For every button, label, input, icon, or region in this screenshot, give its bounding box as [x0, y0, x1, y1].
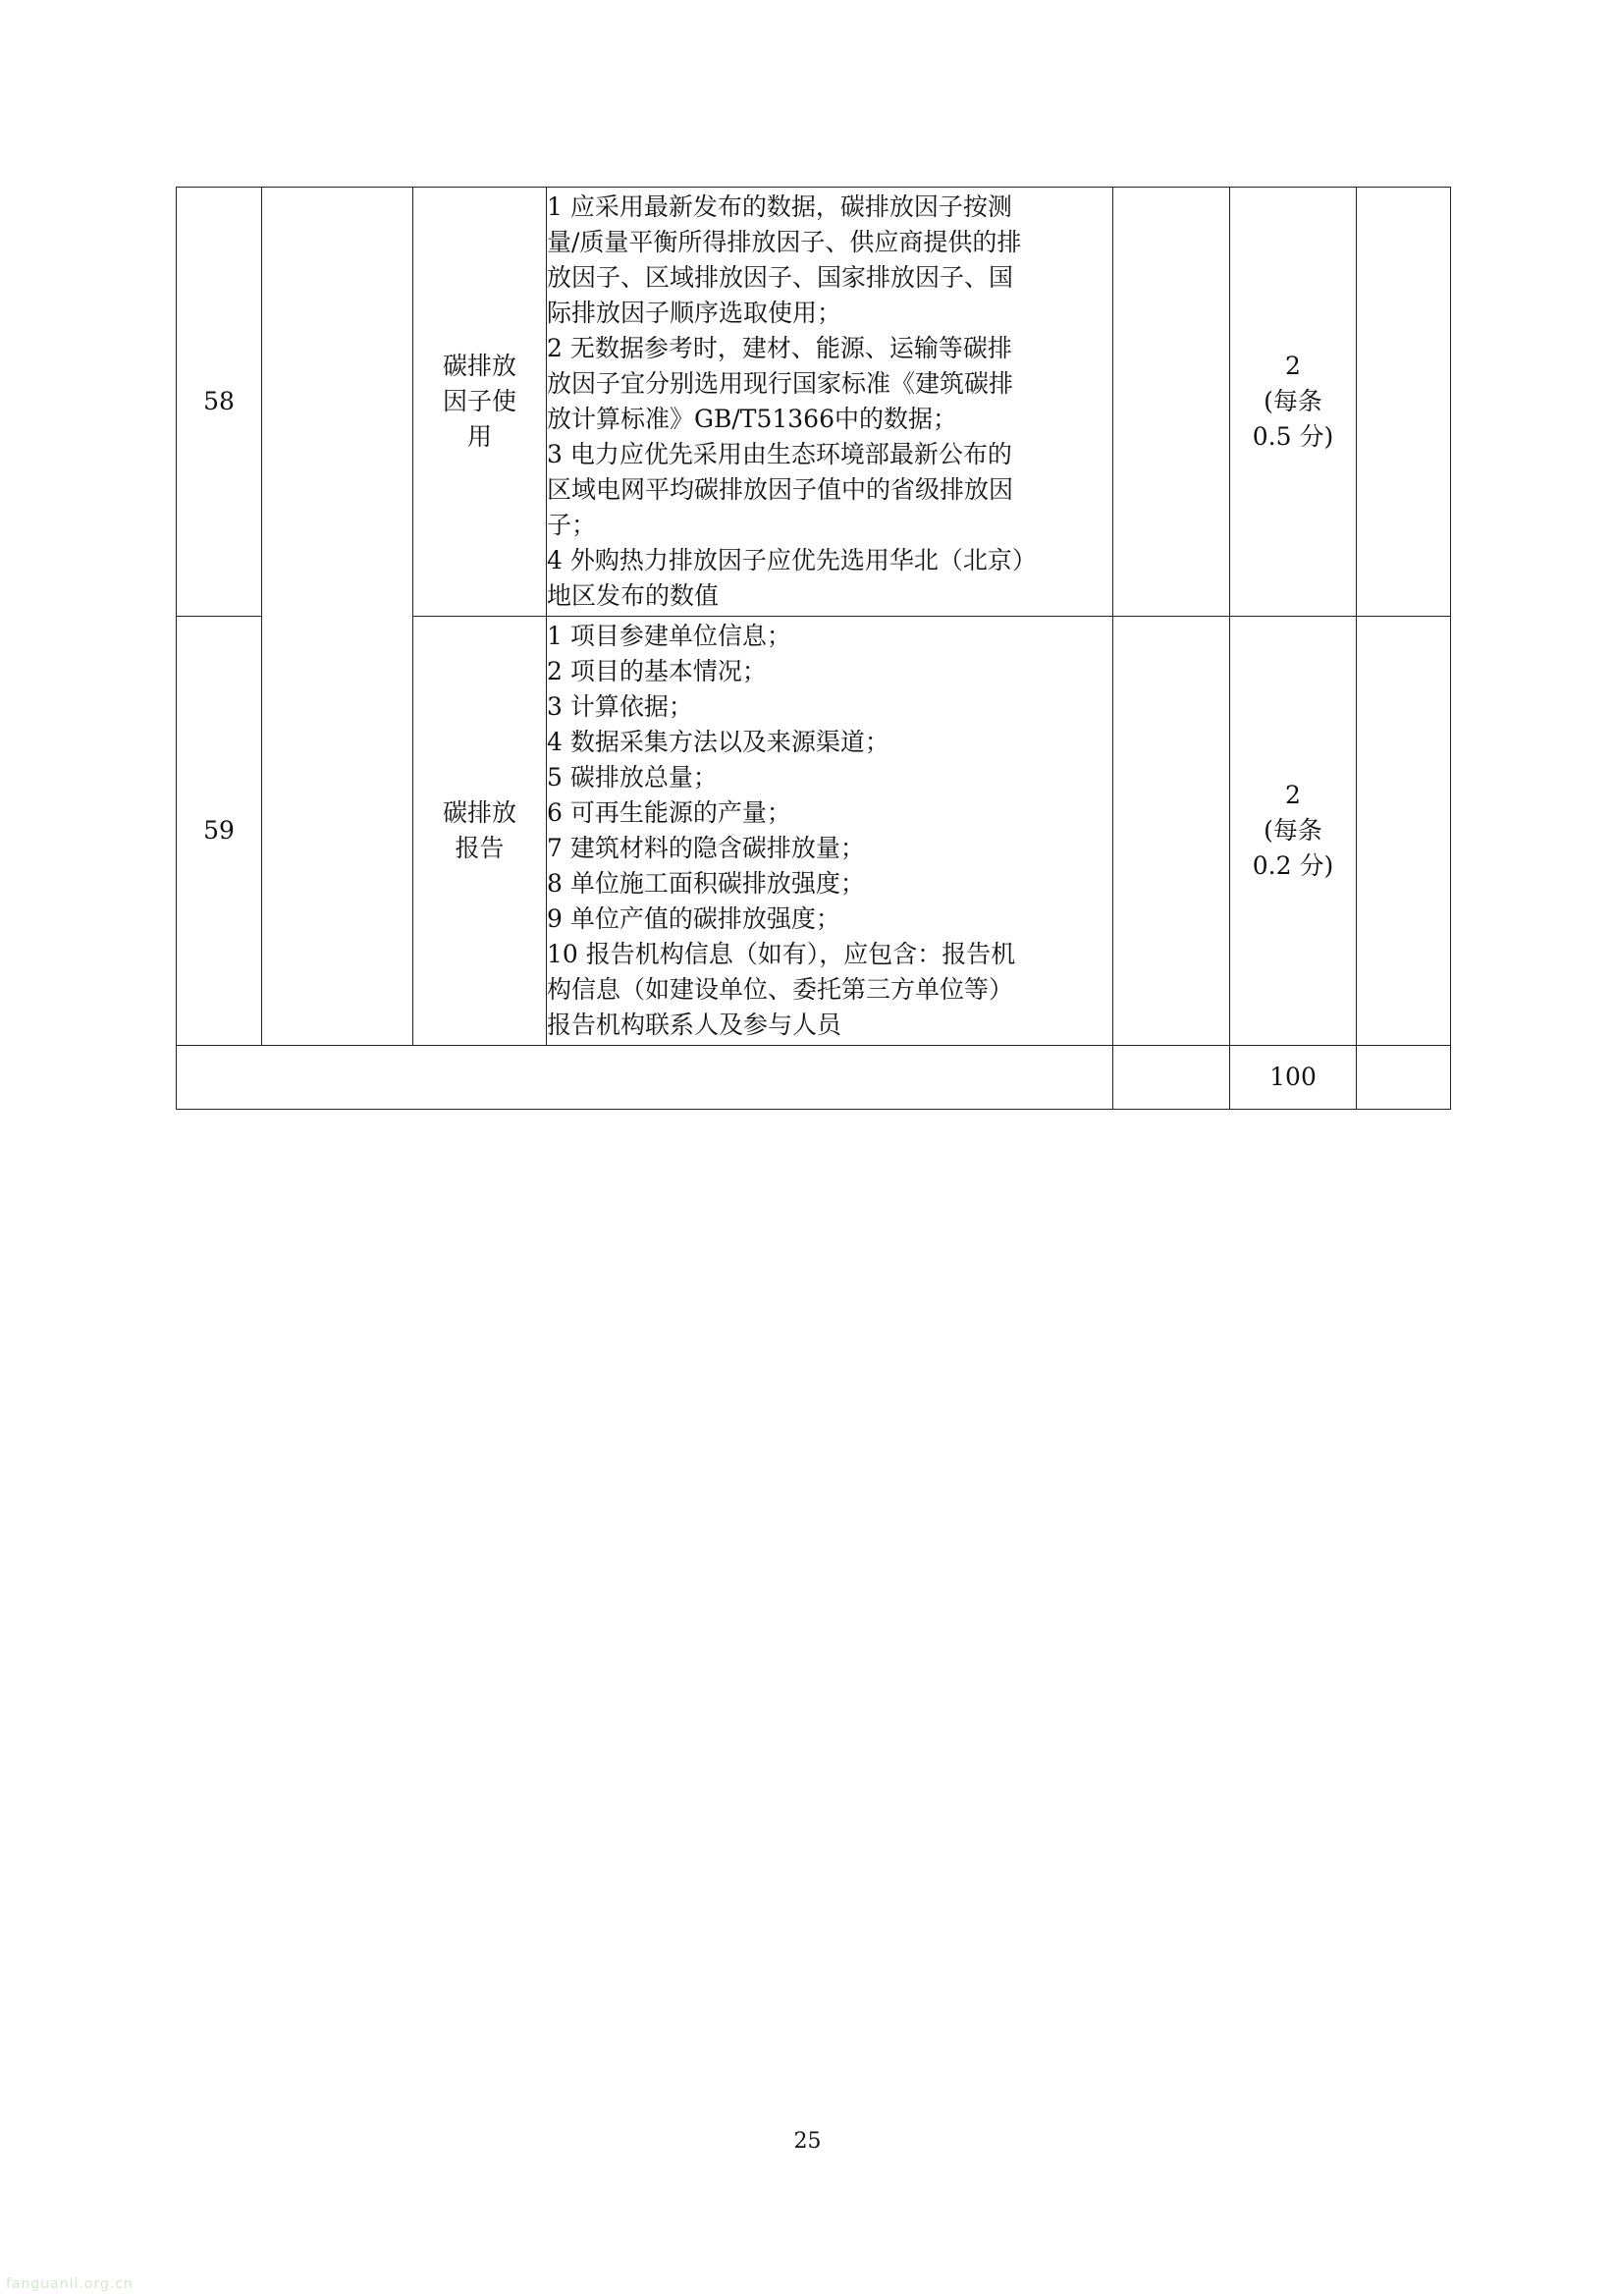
- score-note-line: 0.2 分): [1252, 851, 1334, 880]
- requirement-line: 4 外购热力排放因子应优先选用华北（北京）: [547, 546, 1037, 574]
- requirement-line: 量/质量平衡所得排放因子、供应商提供的排: [547, 228, 1022, 256]
- requirement-line: 3 计算依据；: [547, 692, 693, 721]
- requirement-line: 2 无数据参考时，建材、能源、运输等碳排: [547, 334, 1012, 362]
- requirement-line: 报告机构联系人及参与人员: [547, 1011, 842, 1039]
- empty-cell: [1357, 188, 1451, 617]
- requirement-line: 放因子宜分别选用现行国家标准《建筑碳排: [547, 369, 1014, 398]
- row-number: 58: [203, 387, 235, 415]
- empty-cell: [1113, 617, 1230, 1046]
- item-name-line: 碳排放: [442, 798, 516, 827]
- total-label-cell: [177, 1046, 1113, 1110]
- requirement-line: 9 单位产值的碳排放强度；: [547, 904, 840, 933]
- item-name-line: 因子使: [442, 387, 516, 415]
- score-note-line: (每条: [1264, 387, 1322, 415]
- requirement-line: 3 电力应优先采用由生态环境部最新公布的: [547, 440, 1012, 468]
- requirement-line: 放因子、区域排放因子、国家排放因子、国: [547, 263, 1014, 292]
- score-cell: [1230, 617, 1357, 1046]
- score-value: 2: [1285, 781, 1301, 809]
- requirement-line: 6 可再生能源的产量；: [547, 798, 791, 827]
- requirement-line: 子；: [547, 511, 597, 539]
- table-total-row: [177, 1046, 1451, 1110]
- row-number-cell: [177, 617, 262, 1046]
- item-name-line: 报告: [455, 834, 505, 862]
- total-score: 100: [1269, 1063, 1317, 1091]
- score-cell: [1230, 188, 1357, 617]
- requirement-line: 1 项目参建单位信息；: [547, 622, 791, 650]
- table-row-58: [177, 188, 1451, 617]
- requirement-content-cell: [547, 617, 1113, 1046]
- requirement-line: 5 碳排放总量；: [547, 763, 718, 792]
- requirement-line: 构信息（如建设单位、委托第三方单位等）: [547, 975, 1014, 1004]
- total-score-cell: [1230, 1046, 1357, 1110]
- item-name-line: 碳排放: [442, 352, 516, 380]
- item-name-cell: [413, 617, 547, 1046]
- row-number-cell: [177, 188, 262, 617]
- item-name-cell: [413, 188, 547, 617]
- empty-cell: [1113, 188, 1230, 617]
- requirement-line: 7 建筑材料的隐含碳排放量；: [547, 834, 865, 862]
- requirement-line: 区域电网平均碳排放因子值中的省级排放因: [547, 475, 1014, 504]
- category-cell: [262, 188, 413, 1046]
- requirement-line: 10 报告机构信息（如有），应包含：报告机: [547, 940, 1016, 968]
- empty-cell: [1113, 1046, 1230, 1110]
- page-number: 25: [793, 2129, 822, 2154]
- requirement-line: 4 数据采集方法以及来源渠道；: [547, 728, 889, 756]
- score-note-line: 0.5 分): [1252, 422, 1334, 451]
- requirement-line: 地区发布的数值: [547, 581, 720, 610]
- row-number: 59: [203, 816, 235, 845]
- empty-cell: [1357, 617, 1451, 1046]
- requirement-line: 1 应采用最新发布的数据，碳排放因子按测: [547, 192, 1012, 221]
- score-value: 2: [1285, 352, 1301, 380]
- requirement-content-cell: [547, 188, 1113, 617]
- requirement-line: 8 单位施工面积碳排放强度；: [547, 869, 865, 898]
- requirement-line: 放计算标准》GB/T51366中的数据；: [547, 405, 957, 433]
- item-name-line: 用: [466, 422, 492, 451]
- score-table: [176, 187, 1451, 1110]
- empty-cell: [1357, 1046, 1451, 1110]
- requirement-line: 际排放因子顺序选取使用；: [547, 299, 842, 327]
- site-watermark: fanguanli.org.cn: [6, 2276, 134, 2292]
- score-note-line: (每条: [1264, 816, 1322, 845]
- requirement-line: 2 项目的基本情况；: [547, 657, 767, 685]
